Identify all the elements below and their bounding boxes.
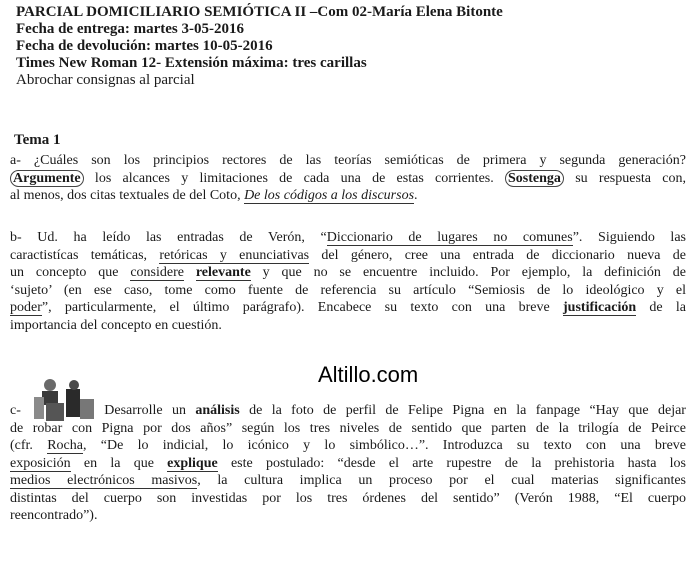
question-c-line: medios electrónicos masivos, la cultura implica un proceso por el cual materias significantes bbox=[10, 473, 686, 488]
question-b-line: ‘sujeto’ (en ese caso, tome como fuente de referencia su artículo “Semiosis de lo ideológico y el bbox=[10, 282, 686, 298]
exam-title: PARCIAL DOMICILIARIO SEMIÓTICA II –Com 02-María Elena Bitonte bbox=[16, 4, 503, 20]
delivery-date: Fecha de entrega: martes 3-05-2016 bbox=[16, 21, 244, 37]
bold-word: explique bbox=[167, 455, 218, 471]
question-b-line: caractistícas temáticas, retóricas y enunciativas del género, cree una entrada de diccionario nueva de bbox=[10, 247, 687, 263]
question-b bbox=[10, 229, 686, 334]
underlined-text: poder bbox=[10, 300, 42, 315]
tema-heading: Tema 1 bbox=[14, 132, 61, 148]
bold-word: justificación bbox=[563, 300, 637, 315]
underlined-text: exposición bbox=[10, 455, 71, 471]
format-requirements: Times New Roman 12- Extensión máxima: tres carillas bbox=[16, 55, 367, 71]
question-b-line: un concepto que considere relevante y que no se encuentre incluido. Por ejemplo, la definición de bbox=[10, 265, 687, 280]
question-c-line: c- Desarrolle un análisis de la foto de perfil de Felipe Pigna en la fanpage “Hay que dejar bbox=[10, 403, 686, 418]
question-c-line: reencontrado”). bbox=[10, 508, 98, 523]
circled-word: Sostenga bbox=[505, 170, 564, 187]
circled-word: Argumente bbox=[10, 170, 84, 187]
question-c-line: (cfr. Rocha, “De lo indicial, lo icónico y lo simbólico…”. Introduzca su texto con una breve bbox=[10, 438, 686, 453]
staple-instructions: Abrochar consignas al parcial bbox=[16, 72, 195, 88]
underlined-text: retóricas y enunciativas bbox=[159, 247, 310, 263]
question-c-line: de robar con Pigna por dos años” según los tres niveles de sentido que parten de la trilogía de Peirce bbox=[10, 420, 686, 436]
question-b-line: importancia del concepto en cuestión. bbox=[10, 317, 222, 333]
underlined-text: medios electrónicos masivos bbox=[10, 473, 198, 488]
question-a-line: a- ¿Cuáles son los principios rectores de las teorías semióticas de primera y segunda generación? bbox=[10, 153, 686, 168]
question-a-line: al menos, dos citas textuales de del Coto, De los códigos a los discursos. bbox=[10, 188, 418, 203]
question-c-line: exposición en la que explique este postulado: “desde el arte rupestre de la prehistoria hasta los bbox=[10, 455, 687, 471]
book-title: De los códigos a los discursos bbox=[244, 188, 415, 203]
underlined-text: considere bbox=[130, 265, 184, 280]
question-b-line: b- Ud. ha leído las entradas de Verón, “Diccionario de lugares no comunes”. Siguiendo las bbox=[10, 230, 686, 245]
question-c-line: distintas del cuerpo son investidas por los tres órdenes del sentido” (Verón 1988, “El cuerpo bbox=[10, 490, 686, 506]
question-a bbox=[10, 152, 686, 205]
return-date: Fecha de devolución: martes 10-05-2016 bbox=[16, 38, 273, 54]
question-a-line: Argumente los alcances y limitaciones de cada una de estas corrientes. Sostenga su respuesta con, bbox=[10, 170, 686, 188]
question-c bbox=[10, 402, 686, 525]
question-b-line: poder”, particularmente, el último parágrafo). Encabece su texto con una breve justificación de la bbox=[10, 300, 686, 315]
bold-word: relevante bbox=[195, 265, 251, 280]
underlined-text: Rocha bbox=[47, 438, 83, 453]
bold-word: análisis bbox=[195, 403, 240, 418]
underlined-text: Diccionario de lugares no comunes bbox=[326, 230, 573, 245]
watermark: Altillo.com bbox=[318, 362, 419, 387]
